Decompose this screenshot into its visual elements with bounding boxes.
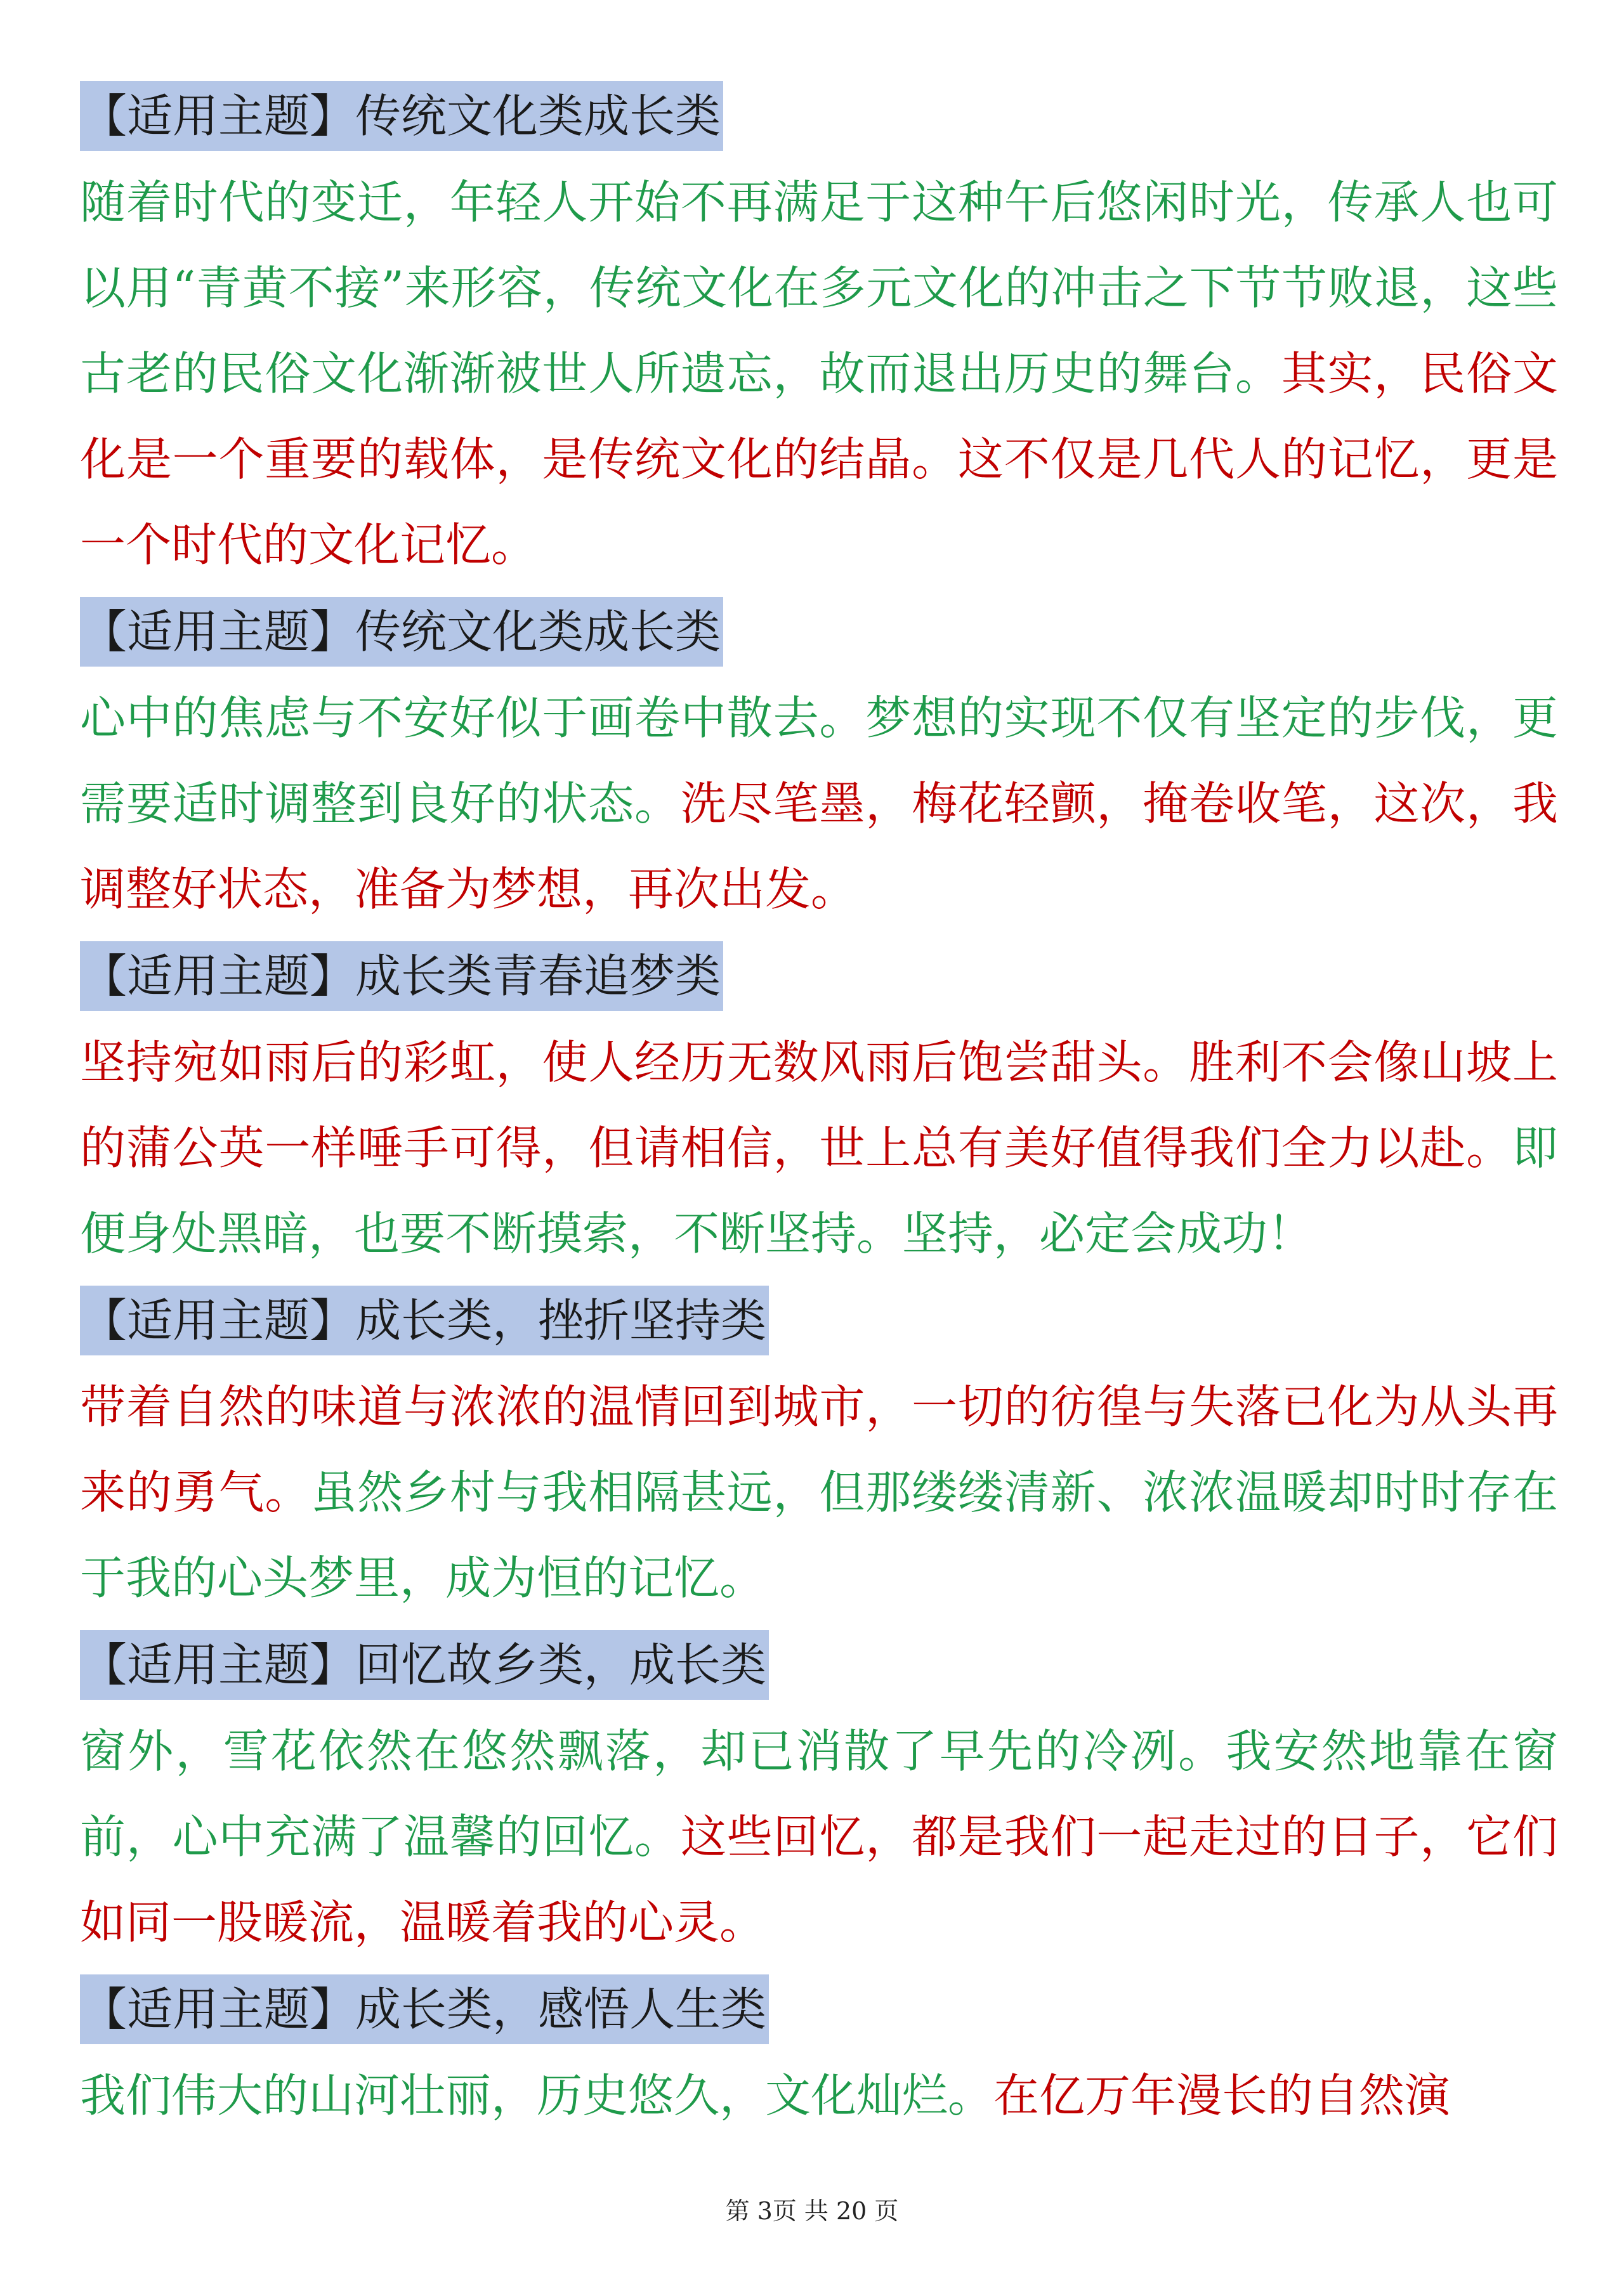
- theme-heading: 【适用主题】成长类青春追梦类: [80, 941, 723, 1011]
- theme-paragraph: [80, 2053, 1558, 2139]
- theme-heading: 【适用主题】回忆故乡类，成长类: [80, 1630, 769, 1700]
- red-text-segment: 这些回忆，都是我们一起走过的日子，它们如同一股暖流，温暖着我的心灵。: [80, 1810, 1558, 1949]
- red-text-segment: 其实，民俗文化是一个重要的载体，是传统文化的结晶。这不仅是几代人的记忆，更是一个时代的文化记忆。: [80, 347, 1558, 571]
- page-content: [80, 81, 1558, 2148]
- theme-heading: 【适用主题】成长类，感悟人生类: [80, 1974, 769, 2044]
- theme-section: [80, 1974, 1558, 2139]
- green-text-segment: 虽然乡村与我相隔甚远，但那缕缕清新、浓浓温暖却时时存在于我的心头梦里，成为恒的记忆。: [80, 1466, 1558, 1605]
- green-text-segment: 即便身处黑暗，也要不断摸索，不断坚持。坚持，必定会成功！: [80, 1121, 1558, 1260]
- green-text-segment: 窗外，雪花依然在悠然飘落，却已消散了早先的冷冽。我安然地靠在窗前，心中充满了温馨的回忆。: [80, 1725, 1558, 1863]
- theme-heading: 【适用主题】传统文化类成长类: [80, 597, 723, 667]
- theme-paragraph: [80, 1709, 1558, 1966]
- theme-paragraph: [80, 1364, 1558, 1621]
- theme-paragraph: [80, 675, 1558, 932]
- theme-paragraph: [80, 160, 1558, 588]
- green-text-segment: 心中的焦虑与不安好似于画卷中散去。梦想的实现不仅有坚定的步伐，更需要适时调整到良好的状态。: [80, 691, 1558, 830]
- red-text-segment: 坚持宛如雨后的彩虹，使人经历无数风雨后饱尝甜头。胜利不会像山坡上的蒲公英一样唾手可得，但请相信，世上总有美好值得我们全力以赴。: [80, 1036, 1558, 1175]
- red-text-segment: 洗尽笔墨，梅花轻颤，掩卷收笔，这次，我调整好状态，准备为梦想，再次出发。: [80, 777, 1558, 916]
- theme-paragraph: [80, 1020, 1558, 1277]
- theme-section: [80, 941, 1558, 1277]
- theme-section: [80, 597, 1558, 932]
- theme-section: [80, 1630, 1558, 1966]
- red-text-segment: 在亿万年漫长的自然演: [993, 2069, 1451, 2122]
- theme-heading: 【适用主题】成长类，挫折坚持类: [80, 1286, 769, 1355]
- theme-section: [80, 81, 1558, 588]
- page-number-footer: 第 3页 共 20 页: [725, 2197, 899, 2225]
- theme-heading: 【适用主题】传统文化类成长类: [80, 81, 723, 151]
- green-text-segment: 我们伟大的山河壮丽，历史悠久，文化灿烂。: [80, 2069, 994, 2122]
- theme-section: [80, 1286, 1558, 1621]
- green-text-segment: 随着时代的变迁，年轻人开始不再满足于这种午后悠闲时光，传承人也可以用“青黄不接”来形容，传统文化在多元文化的冲击之下节节败退，这些古老的民俗文化渐渐被世人所遗忘，故而退出历史的舞台。: [80, 176, 1558, 400]
- red-text-segment: 带着自然的味道与浓浓的温情回到城市，一切的彷徨与失落已化为从头再来的勇气。: [80, 1380, 1558, 1519]
